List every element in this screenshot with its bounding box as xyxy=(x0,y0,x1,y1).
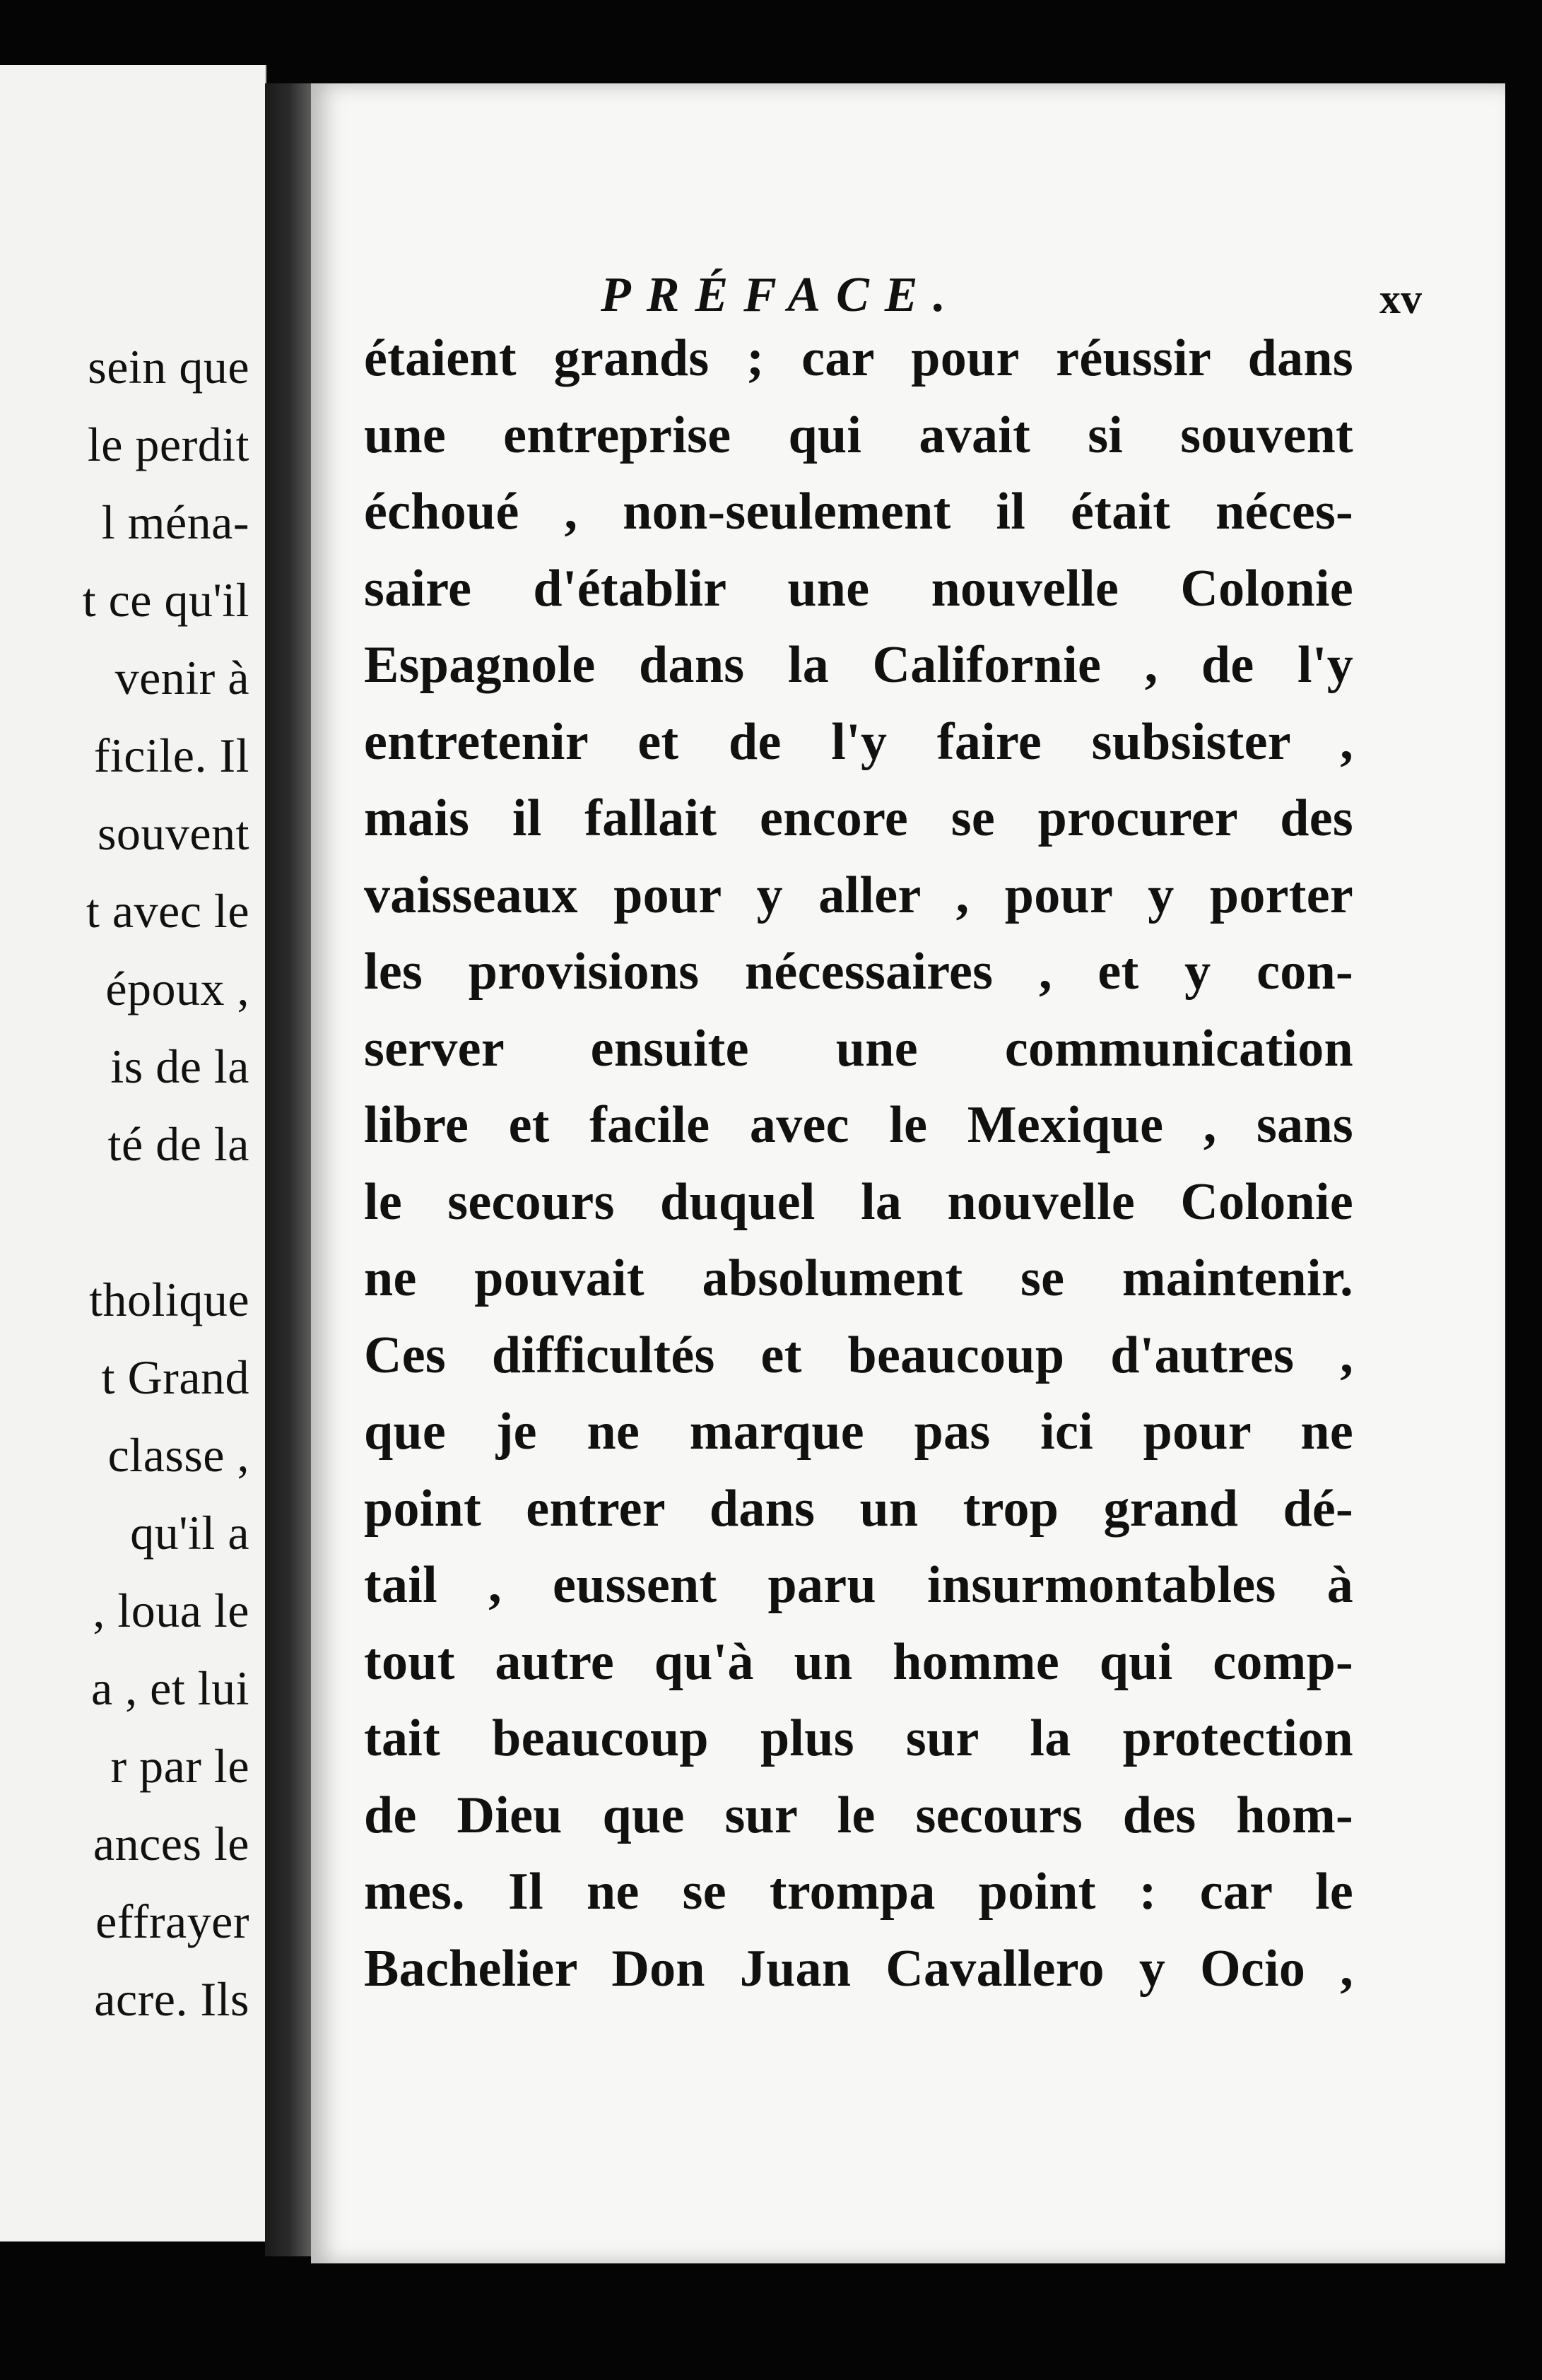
text-line: point entrer dans un trop grand dé- xyxy=(364,1479,1353,1538)
text-line: une entreprise qui avait si souvent xyxy=(364,406,1353,464)
left-line: t ce qu'il xyxy=(82,573,249,627)
left-page-text xyxy=(0,328,249,2038)
text-line: Espagnole dans la Californie , de l'y xyxy=(364,636,1353,694)
left-facing-page xyxy=(0,65,266,2241)
text-line: server ensuite une communication xyxy=(364,1019,1353,1078)
left-line: a , et lui xyxy=(90,1661,249,1715)
text-line: saire d'établir une nouvelle Colonie xyxy=(364,559,1353,618)
text-line: que je ne marque pas ici pour ne xyxy=(364,1403,1353,1461)
left-line: tholique xyxy=(89,1273,249,1326)
text-line: tait beaucoup plus sur la protection xyxy=(364,1709,1353,1767)
left-line: qu'il a xyxy=(130,1506,249,1560)
text-line: mais il fallait encore se procurer des xyxy=(364,789,1353,847)
text-line: Bachelier Don Juan Cavallero y Ocio , xyxy=(364,1939,1353,1998)
left-line: té de la xyxy=(107,1117,249,1171)
left-line: le perdit xyxy=(87,418,249,471)
left-line: effrayer xyxy=(95,1895,249,1948)
left-line: t Grand xyxy=(101,1350,249,1404)
left-line: venir à xyxy=(114,651,249,705)
left-line: l ména- xyxy=(101,495,249,549)
text-line: libre et facile avec le Mexique , sans xyxy=(364,1096,1353,1154)
text-line: entretenir et de l'y faire subsister , xyxy=(364,712,1353,771)
left-line xyxy=(0,1183,249,1261)
left-line: r par le xyxy=(110,1739,249,1793)
page-number: xv xyxy=(1379,276,1422,322)
left-line: époux , xyxy=(105,962,249,1015)
text-line: le secours duquel la nouvelle Colonie xyxy=(364,1172,1353,1231)
text-line: les provisions nécessaires , et y con- xyxy=(364,943,1353,1001)
text-line: de Dieu que sur le secours des hom- xyxy=(364,1786,1353,1844)
text-line: ne pouvait absolument se maintenir. xyxy=(364,1249,1353,1307)
running-head-title: PRÉFACE. xyxy=(601,268,961,322)
left-line: is de la xyxy=(110,1039,249,1093)
page-body-text xyxy=(364,320,1353,2007)
right-page xyxy=(311,83,1505,2263)
text-line: tout autre qu'à un homme qui comp- xyxy=(364,1632,1353,1691)
text-line: Ces difficultés et beaucoup d'autres , xyxy=(364,1326,1353,1384)
text-line: échoué , non-seulement il était néces- xyxy=(364,483,1353,541)
left-line: t avec le xyxy=(86,884,249,938)
running-head xyxy=(311,264,1505,327)
left-line: sein que xyxy=(88,340,249,394)
left-line: souvent xyxy=(97,806,249,860)
left-line: , loua le xyxy=(93,1584,249,1637)
left-line: classe , xyxy=(107,1428,249,1482)
text-line: tail , eussent paru insurmontables à xyxy=(364,1556,1353,1614)
text-line: étaient grands ; car pour réussir dans xyxy=(364,329,1353,387)
left-line: acre. Ils xyxy=(94,1972,249,2026)
left-line: ances le xyxy=(93,1817,249,1871)
left-line: ficile. Il xyxy=(93,729,249,782)
text-line: mes. Il ne se trompa point : car le xyxy=(364,1863,1353,1921)
text-line: vaisseaux pour y aller , pour y porter xyxy=(364,866,1353,924)
